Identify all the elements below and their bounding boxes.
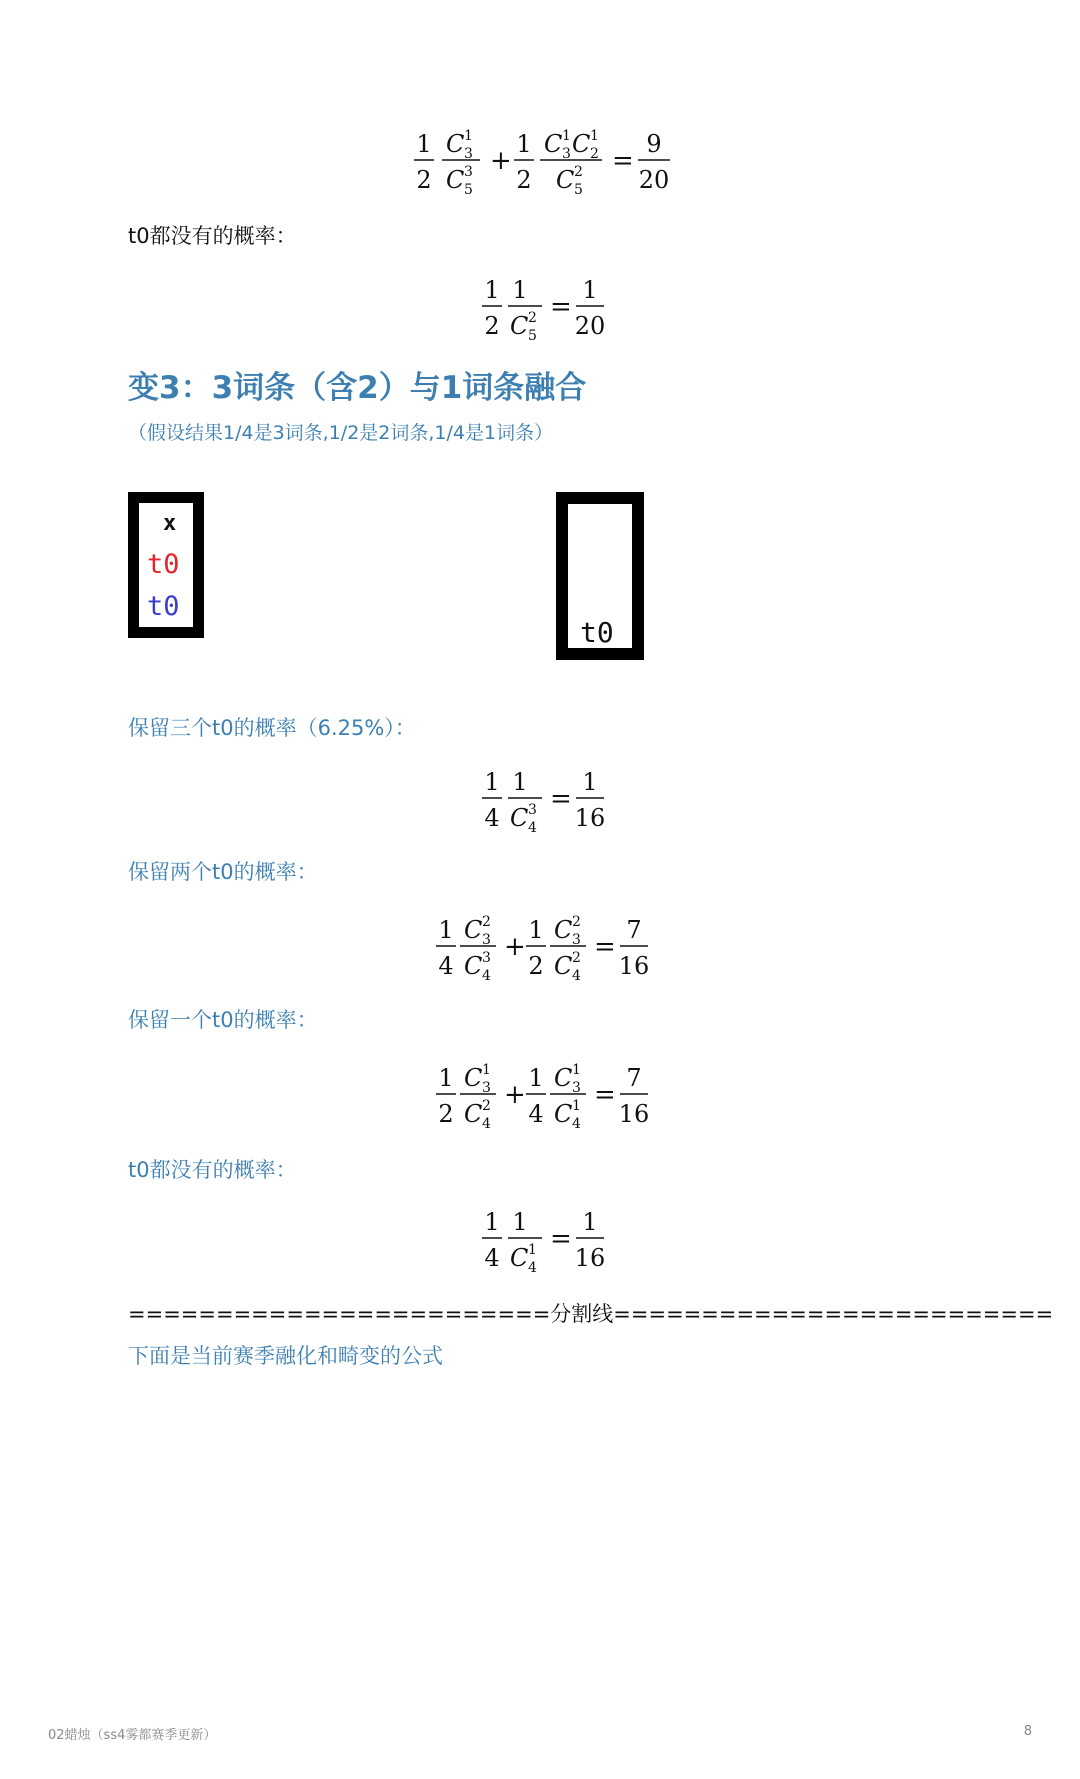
svg-text:2: 2 [572,914,581,930]
formula-6 [478,1200,618,1280]
svg-text:4: 4 [484,804,500,832]
svg-text:C: C [544,130,563,158]
left-box-line-t0-red: t0 [147,549,180,580]
keep-two-label: 保留两个t0的概率： [128,860,318,884]
svg-text:1: 1 [484,1208,500,1236]
left-box-line-x: x [163,511,177,536]
svg-text:1: 1 [482,1062,491,1078]
left-entry-box [128,492,204,638]
svg-text:+: + [490,146,512,176]
svg-text:4: 4 [438,952,454,980]
svg-text:1: 1 [416,130,432,158]
svg-text:5: 5 [464,182,473,198]
svg-text:=: = [550,1224,572,1254]
formula-1 [400,122,700,202]
left-box-line-t0-blue: t0 [147,591,180,622]
svg-text:=: = [550,784,572,814]
svg-text:C: C [556,166,575,194]
svg-text:C: C [446,166,465,194]
svg-text:1: 1 [582,768,598,796]
svg-text:C: C [554,1064,573,1092]
svg-text:1: 1 [582,1208,598,1236]
svg-text:3: 3 [572,932,581,948]
svg-text:=: = [612,146,634,176]
formula-2 [478,268,618,348]
svg-text:1: 1 [438,1064,454,1092]
svg-text:4: 4 [528,1260,537,1276]
assumption-note: （假设结果1/4是3词条,1/2是2词条,1/4是1词条） [128,422,554,444]
svg-text:3: 3 [464,146,473,162]
svg-text:7: 7 [626,1064,642,1092]
svg-text:4: 4 [528,820,537,836]
svg-text:16: 16 [574,1244,606,1272]
svg-text:1: 1 [516,130,532,158]
svg-text:4: 4 [572,1116,581,1132]
section-heading: 变3：3词条（含2）与1词条融合 [128,370,587,406]
svg-text:4: 4 [482,968,491,984]
none-prob-label: t0都没有的概率： [128,1158,297,1182]
svg-text:4: 4 [482,1116,491,1132]
svg-text:=: = [550,292,572,322]
svg-text:3: 3 [464,164,473,180]
svg-text:+: + [504,932,526,962]
svg-text:2: 2 [416,166,432,194]
svg-text:1: 1 [512,768,528,796]
right-box-line-t0: t0 [580,616,614,649]
svg-text:7: 7 [626,916,642,944]
svg-text:C: C [464,1100,483,1128]
svg-text:=: = [594,932,616,962]
svg-text:C: C [464,1064,483,1092]
svg-text:4: 4 [484,1244,500,1272]
svg-text:+: + [504,1080,526,1110]
svg-text:2: 2 [528,952,544,980]
svg-text:16: 16 [618,1100,650,1128]
svg-text:16: 16 [574,804,606,832]
page-number: 8 [1023,1724,1032,1739]
svg-text:1: 1 [582,276,598,304]
svg-text:1: 1 [528,1064,544,1092]
svg-text:4: 4 [528,1100,544,1128]
svg-text:5: 5 [574,182,583,198]
svg-text:C: C [572,130,591,158]
svg-text:C: C [464,952,483,980]
svg-text:3: 3 [562,146,571,162]
svg-text:2: 2 [574,164,583,180]
svg-text:3: 3 [482,950,491,966]
svg-text:C: C [554,952,573,980]
svg-text:C: C [510,1244,529,1272]
svg-text:2: 2 [572,950,581,966]
svg-text:20: 20 [638,166,670,194]
footer-title: 02蜡烛（ss4雾都赛季更新） [48,1728,217,1743]
svg-text:1: 1 [512,1208,528,1236]
svg-text:2: 2 [528,310,537,326]
svg-text:1: 1 [590,128,599,144]
svg-text:1: 1 [464,128,473,144]
svg-text:5: 5 [528,328,537,344]
svg-text:1: 1 [484,276,500,304]
svg-text:2: 2 [484,312,500,340]
svg-text:1: 1 [512,276,528,304]
svg-text:2: 2 [590,146,599,162]
svg-text:2: 2 [482,1098,491,1114]
formula-4 [432,908,662,988]
svg-text:C: C [510,804,529,832]
svg-text:16: 16 [618,952,650,980]
svg-text:C: C [510,312,529,340]
svg-text:C: C [464,916,483,944]
section-divider: ========================分割线========================= [128,1302,1054,1326]
formula-5 [432,1056,662,1136]
svg-text:2: 2 [516,166,532,194]
svg-text:1: 1 [528,1242,537,1258]
svg-text:3: 3 [572,1080,581,1096]
formula-3 [478,760,618,840]
right-entry-box [556,492,644,660]
svg-text:1: 1 [438,916,454,944]
none-prob-label-prev: t0都没有的概率： [128,224,297,248]
svg-text:C: C [446,130,465,158]
svg-text:1: 1 [484,768,500,796]
svg-text:C: C [554,1100,573,1128]
svg-text:3: 3 [482,1080,491,1096]
keep-three-label: 保留三个t0的概率（6.25%）： [128,716,416,740]
svg-text:3: 3 [482,932,491,948]
svg-text:9: 9 [646,130,662,158]
keep-one-label: 保留一个t0的概率： [128,1008,318,1032]
svg-text:1: 1 [572,1062,581,1078]
svg-text:3: 3 [528,802,537,818]
svg-text:2: 2 [438,1100,454,1128]
svg-text:=: = [594,1080,616,1110]
svg-text:2: 2 [482,914,491,930]
next-section-note: 下面是当前赛季融化和畸变的公式 [128,1344,443,1368]
svg-text:4: 4 [572,968,581,984]
svg-text:1: 1 [528,916,544,944]
svg-text:20: 20 [574,312,606,340]
svg-text:C: C [554,916,573,944]
svg-text:1: 1 [572,1098,581,1114]
svg-text:1: 1 [562,128,571,144]
